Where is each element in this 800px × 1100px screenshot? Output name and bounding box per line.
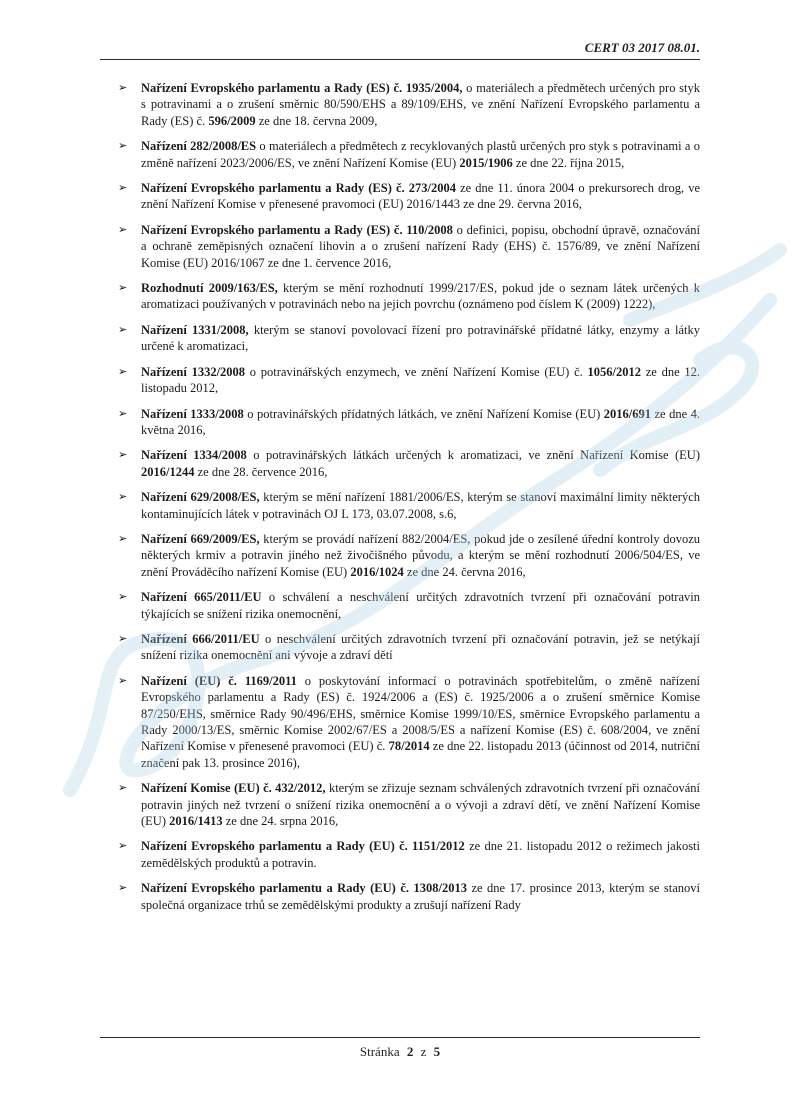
regulation-list (118, 80, 700, 922)
list-item (118, 406, 700, 439)
list-item (118, 364, 700, 397)
arrow-bullet-icon: ➢ (118, 491, 128, 504)
arrow-bullet-icon: ➢ (118, 323, 128, 336)
arrow-bullet-icon: ➢ (118, 282, 128, 295)
footer-divider-line (100, 1037, 700, 1038)
list-item (118, 631, 700, 664)
footer-total-pages: 5 (433, 1044, 441, 1059)
arrow-bullet-icon: ➢ (118, 449, 128, 462)
list-item (118, 447, 700, 480)
arrow-bullet-icon: ➢ (118, 182, 128, 195)
arrow-bullet-icon: ➢ (118, 882, 128, 895)
list-item-text: Nařízení 669/2009/ES, kterým se provádí nařízení 882/2004/ES, pokud jde o zesílené úřední kontroly dovozu některých krmiv a potravin jiného než živočišného původu, a kterým se mění rozhodnutí 2006/504/ES, ve znění Prováděcího nařízení Komise (EU) 2016/1024 ze dne 24. června 2016, (141, 531, 700, 579)
list-item (118, 138, 700, 171)
list-item-text: Nařízení Evropského parlamentu a Rady (EU) č. 1151/2012 ze dne 21. listopadu 2012 o režimech jakosti zemědělských produktů a potravin. (141, 839, 701, 870)
list-item-text: Rozhodnutí 2009/163/ES, kterým se mění rozhodnutí 1999/217/ES, pokud jde o seznam látek určených k aromatizaci používaných v potravinách nebo na jejich povrchu (oznámeno pod číslem K (2009) 1222), (141, 281, 700, 312)
list-item-text: Nařízení 665/2011/EU o schválení a neschválení určitých zdravotních tvrzení při označování potravin týkajících se snížení rizika onemocnění, (141, 590, 700, 621)
list-item-text: Nařízení 1334/2008 o potravinářských látkách určených k aromatizaci, ve znění Nařízení Komise (EU) 2016/1244 ze dne 28. července 2016, (141, 448, 700, 479)
list-item-text: Nařízení Evropského parlamentu a Rady (ES) č. 273/2004 ze dne 11. února 2004 o prekursorech drog, ve znění Nařízení Komise v přenesené pravomoci (EU) 2016/1443 ze dne 29. června 2016, (141, 181, 700, 212)
arrow-bullet-icon: ➢ (118, 407, 128, 420)
arrow-bullet-icon: ➢ (118, 674, 128, 687)
list-item-text: Nařízení Evropského parlamentu a Rady (EU) č. 1308/2013 ze dne 17. prosince 2013, kterým se stanoví společná organizace trhů se zemědělskými produkty a zrušují nařízení Rady (141, 881, 700, 912)
list-item (118, 222, 700, 271)
list-item-text: Nařízení 282/2008/ES o materiálech a předmětech z recyklovaných plastů určených pro styk s potravinami a o změně nařízení 2023/2006/ES, ve znění Nařízení Komise (EU) 2015/1906 ze dne 22. října 2015, (141, 139, 700, 170)
list-item-text: Nařízení 1333/2008 o potravinářských přídatných látkách, ve znění Nařízení Komise (EU) 2016/691 ze dne 4. května 2016, (141, 406, 700, 437)
list-item-text: Nařízení 1332/2008 o potravinářských enzymech, ve znění Nařízení Komise (EU) č. 1056/2012 ze dne 12. listopadu 2012, (141, 364, 701, 396)
list-item (118, 880, 700, 913)
list-item-text: Nařízení (EU) č. 1169/2011 o poskytování informací o potravinách spotřebitelům, o změně nařízení Evropského parlamentu a Rady (ES) č. 1924/2006 a (ES) č. 1925/2006 a o zrušení směrnice Komise 87/250/EHS, směrnice Rady 90/496/EHS, směrnice Komise 1999/10/ES, směrnice Evropského parlamentu a Rady 2000/13/ES, směrnic Komise 2002/67/ES a 2008/5/ES a nařízení Komise (ES) č. 608/2004, ve znění Nařízení Komise v přenesené pravomoci (EU) č. 78/2014 ze dne 22. listopadu 2013 (účinnost od 2014, nutriční značení pak 13. prosince 2016), (141, 673, 701, 770)
list-item (118, 589, 700, 622)
list-item-text: Nařízení Komise (EU) č. 432/2012, kterým se zřizuje seznam schválených zdravotních tvrzení při označování potravin jiných než tvrzení o snížení rizika onemocnění a o vývoji a zdraví dětí, ve znění Nařízení Komise (EU) 2016/1413 ze dne 24. srpna 2016, (141, 781, 700, 829)
arrow-bullet-icon: ➢ (118, 365, 128, 378)
page-footer (0, 1044, 800, 1060)
arrow-bullet-icon: ➢ (118, 532, 128, 545)
arrow-bullet-icon: ➢ (118, 840, 128, 853)
footer-word-of: z (420, 1044, 427, 1059)
list-item-text: Nařízení Evropského parlamentu a Rady (ES) č. 1935/2004, o materiálech a předmětech určených pro styk s potravinami a o zrušení směrnic 80/590/EHS a 89/109/EHS, ve znění Nařízení Evropského parlamentu a Rady (ES) č. 596/2009 ze dne 18. června 2009, (141, 81, 700, 128)
arrow-bullet-icon: ➢ (118, 591, 128, 604)
list-item (118, 180, 700, 213)
list-item (118, 673, 700, 771)
arrow-bullet-icon: ➢ (118, 782, 128, 795)
list-item (118, 80, 700, 129)
header-divider-line (100, 59, 700, 60)
list-item (118, 280, 700, 313)
list-item (118, 780, 700, 829)
document-code: CERT 03 2017 08.01. (584, 40, 700, 55)
list-item (118, 489, 700, 522)
list-item-text: Nařízení 1331/2008, kterým se stanoví povolovací řízení pro potravinářské přídatné látky, enzymy a látky určené k aromatizaci, (141, 322, 700, 354)
list-item-text: Nařízení Evropského parlamentu a Rady (ES) č. 110/2008 o definici, popisu, obchodní úpravě, označování a ochraně zeměpisných označení lihovin a o zrušení nařízení Rady (EHS) č. 1576/89, ve znění Nařízení Komise (EU) 2016/1067 ze dne 1. července 2016, (141, 222, 700, 270)
list-item-text: Nařízení 629/2008/ES, kterým se mění nařízení 1881/2006/ES, kterým se stanoví maximální limity některých kontaminujících látek v potravinách OJ L 173, 03.07.2008, s.6, (141, 490, 700, 521)
arrow-bullet-icon: ➢ (118, 223, 128, 236)
arrow-bullet-icon: ➢ (118, 82, 128, 94)
footer-word-page: Stránka (359, 1044, 400, 1059)
list-item (118, 838, 700, 871)
list-item (118, 322, 700, 355)
arrow-bullet-icon: ➢ (118, 140, 128, 153)
list-item-text: Nařízení 666/2011/EU o neschválení určitých zdravotních tvrzení při označování potravin, jež se netýkají snížení rizika onemocnění ani vývoje a zdraví dětí (141, 631, 700, 663)
list-item (118, 531, 700, 580)
arrow-bullet-icon: ➢ (118, 632, 128, 645)
footer-page-number: 2 (406, 1044, 414, 1059)
